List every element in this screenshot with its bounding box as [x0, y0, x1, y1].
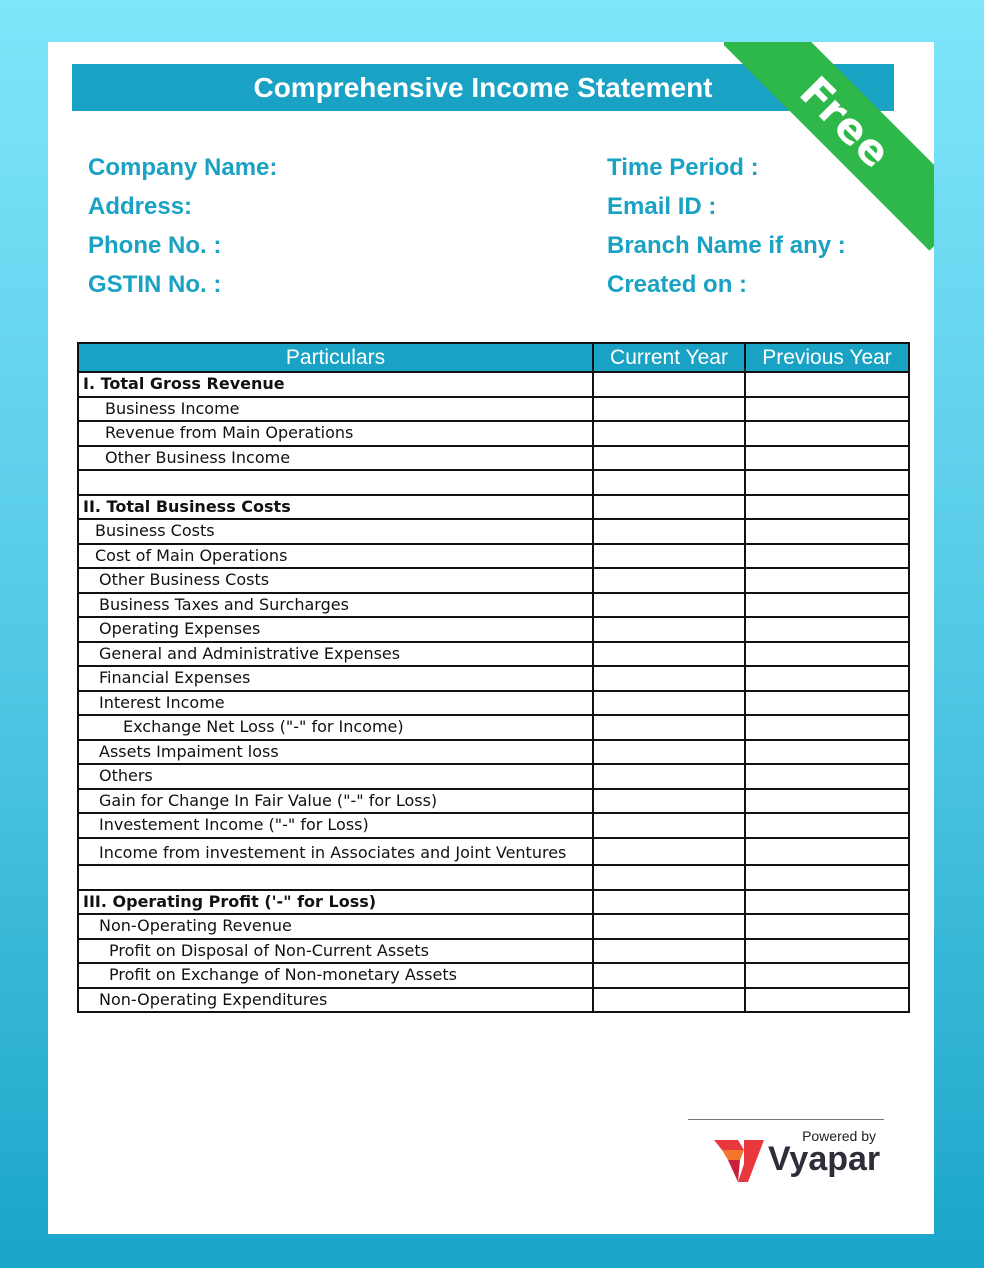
header-previous-year: Previous Year: [745, 343, 909, 372]
table-row: [78, 666, 909, 691]
row-label: Cost of Main Operations: [78, 544, 593, 569]
statement-page: [48, 42, 934, 1234]
company-info-left: [88, 148, 277, 304]
previous-year-cell[interactable]: [745, 519, 909, 544]
current-year-cell[interactable]: [593, 372, 745, 397]
table-row-blank: [78, 470, 909, 495]
row-label: Operating Expenses: [78, 617, 593, 642]
gstin-label: GSTIN No. :: [88, 271, 222, 298]
current-year-cell[interactable]: [593, 740, 745, 765]
row-label: II. Total Business Costs: [78, 495, 593, 520]
branch-label: Branch Name if any :: [607, 232, 846, 259]
table-row: [78, 397, 909, 422]
table-row: [78, 988, 909, 1013]
previous-year-cell[interactable]: [745, 446, 909, 471]
vyapar-logo-icon: [714, 1136, 766, 1186]
previous-year-cell[interactable]: [745, 397, 909, 422]
income-statement-table: [77, 342, 910, 1013]
current-year-cell[interactable]: [593, 568, 745, 593]
previous-year-cell[interactable]: [745, 740, 909, 765]
address-label: Address:: [88, 193, 193, 220]
table-header-row: [78, 343, 909, 372]
page-title: Comprehensive Income Statement: [72, 64, 894, 111]
table-row: [78, 519, 909, 544]
table-row: [78, 789, 909, 814]
current-year-cell[interactable]: [593, 495, 745, 520]
previous-year-cell[interactable]: [745, 642, 909, 667]
previous-year-cell[interactable]: [745, 865, 909, 890]
current-year-cell[interactable]: [593, 939, 745, 964]
current-year-cell[interactable]: [593, 914, 745, 939]
current-year-cell[interactable]: [593, 397, 745, 422]
row-label: [78, 470, 593, 495]
time-period-label: Time Period :: [607, 154, 759, 181]
table-row: [78, 764, 909, 789]
previous-year-cell[interactable]: [745, 789, 909, 814]
previous-year-cell[interactable]: [745, 914, 909, 939]
table-row: [78, 939, 909, 964]
previous-year-cell[interactable]: [745, 813, 909, 838]
row-label: Assets Impaiment loss: [78, 740, 593, 765]
row-label: Income from investement in Associates and Joint Ventures: [78, 838, 593, 866]
table-row: [78, 914, 909, 939]
table-row: [78, 544, 909, 569]
row-label: Non-Operating Expenditures: [78, 988, 593, 1013]
previous-year-cell[interactable]: [745, 593, 909, 618]
current-year-cell[interactable]: [593, 593, 745, 618]
previous-year-cell[interactable]: [745, 890, 909, 915]
header-current-year: Current Year: [593, 343, 745, 372]
row-label: Non-Operating Revenue: [78, 914, 593, 939]
table-row: [78, 642, 909, 667]
previous-year-cell[interactable]: [745, 691, 909, 716]
row-label: Exchange Net Loss ("-" for Income): [78, 715, 593, 740]
row-label: Other Business Costs: [78, 568, 593, 593]
table-row: [78, 813, 909, 838]
previous-year-cell[interactable]: [745, 764, 909, 789]
table-row: [78, 568, 909, 593]
row-label: Profit on Exchange of Non-monetary Assets: [78, 963, 593, 988]
row-label: [78, 865, 593, 890]
previous-year-cell[interactable]: [745, 372, 909, 397]
table-row: [78, 617, 909, 642]
current-year-cell[interactable]: [593, 865, 745, 890]
table-row: [78, 372, 909, 397]
table-row: [78, 691, 909, 716]
table-row: [78, 421, 909, 446]
previous-year-cell[interactable]: [745, 568, 909, 593]
current-year-cell[interactable]: [593, 666, 745, 691]
table-row: [78, 715, 909, 740]
previous-year-cell[interactable]: [745, 666, 909, 691]
previous-year-cell[interactable]: [745, 939, 909, 964]
table-row: [78, 495, 909, 520]
row-label: Other Business Income: [78, 446, 593, 471]
row-label: Profit on Disposal of Non-Current Assets: [78, 939, 593, 964]
current-year-cell[interactable]: [593, 617, 745, 642]
row-label: Business Income: [78, 397, 593, 422]
previous-year-cell[interactable]: [745, 963, 909, 988]
free-badge: Free: [724, 42, 934, 251]
table-row: [78, 740, 909, 765]
powered-by-text: Powered by: [802, 1128, 876, 1144]
row-label: Business Taxes and Surcharges: [78, 593, 593, 618]
table-row: [78, 838, 909, 866]
vyapar-brand: Vyapar: [768, 1140, 881, 1178]
free-ribbon: [724, 42, 934, 252]
row-label: III. Operating Profit ('-" for Loss): [78, 890, 593, 915]
previous-year-cell[interactable]: [745, 495, 909, 520]
previous-year-cell[interactable]: [745, 544, 909, 569]
current-year-cell[interactable]: [593, 963, 745, 988]
row-label: Investement Income ("-" for Loss): [78, 813, 593, 838]
row-label: Others: [78, 764, 593, 789]
table-row: [78, 890, 909, 915]
previous-year-cell[interactable]: [745, 421, 909, 446]
row-label: General and Administrative Expenses: [78, 642, 593, 667]
table-row: [78, 963, 909, 988]
table-row-blank: [78, 865, 909, 890]
row-label: Revenue from Main Operations: [78, 421, 593, 446]
row-label: Gain for Change In Fair Value ("-" for Loss): [78, 789, 593, 814]
current-year-cell[interactable]: [593, 691, 745, 716]
powered-by-block: [688, 1119, 884, 1178]
current-year-cell[interactable]: [593, 789, 745, 814]
current-year-cell[interactable]: [593, 421, 745, 446]
current-year-cell[interactable]: [593, 813, 745, 838]
phone-label: Phone No. :: [88, 232, 222, 259]
created-on-label: Created on :: [607, 271, 748, 298]
current-year-cell[interactable]: [593, 519, 745, 544]
previous-year-cell[interactable]: [745, 470, 909, 495]
row-label: Business Costs: [78, 519, 593, 544]
current-year-cell[interactable]: [593, 446, 745, 471]
previous-year-cell[interactable]: [745, 988, 909, 1013]
current-year-cell[interactable]: [593, 988, 745, 1013]
table-row: [78, 446, 909, 471]
current-year-cell[interactable]: [593, 764, 745, 789]
current-year-cell[interactable]: [593, 544, 745, 569]
previous-year-cell[interactable]: [745, 838, 909, 866]
current-year-cell[interactable]: [593, 470, 745, 495]
header-particulars: Particulars: [78, 343, 593, 372]
row-label: Interest Income: [78, 691, 593, 716]
row-label: Financial Expenses: [78, 666, 593, 691]
previous-year-cell[interactable]: [745, 617, 909, 642]
current-year-cell[interactable]: [593, 642, 745, 667]
row-label: I. Total Gross Revenue: [78, 372, 593, 397]
email-label: Email ID :: [607, 193, 717, 220]
current-year-cell[interactable]: [593, 715, 745, 740]
company-name-label: Company Name:: [88, 154, 278, 181]
current-year-cell[interactable]: [593, 838, 745, 866]
previous-year-cell[interactable]: [745, 715, 909, 740]
table-row: [78, 593, 909, 618]
current-year-cell[interactable]: [593, 890, 745, 915]
